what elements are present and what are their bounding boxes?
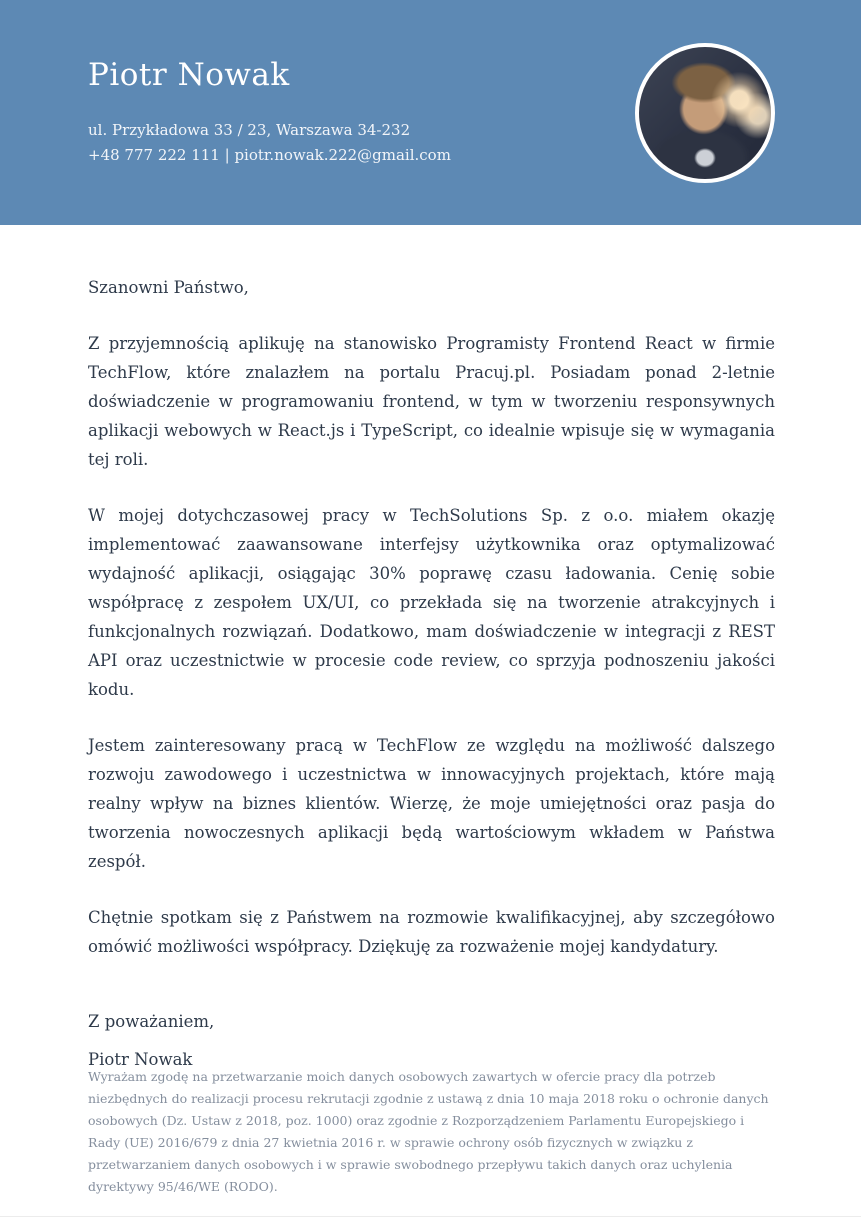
candidate-name: Piotr Nowak <box>88 57 290 93</box>
address-line: ul. Przykładowa 33 / 23, Warszawa 34-232 <box>88 121 411 139</box>
profile-photo <box>635 43 775 183</box>
closing: Z poważaniem, <box>88 1012 215 1031</box>
rodo-consent: Wyrażam zgodę na przetwarzanie moich danych osobowych zawartych w ofercie pracy dla potrzeb niezbędnych do realizacji procesu rekrutacji zgodnie z ustawą z dnia 10 maja 2018 roku o ochronie danych osobowych (Dz. Ustaw z 2018, poz. 1000) oraz zgodnie z Rozporządzeniem Parlamentu Europejskiego i Rady (UE) 2016/679 z dnia 27 kwietnia 2016 r. w sprawie ochrony osób fizycznych w związku z przetwarzaniem danych osobowych i w sprawie swobodnego przepływu takich danych oraz uchylenia dyrektywy 95/46/WE (RODO). <box>88 1069 769 1194</box>
paragraph-motivation: Jestem zainteresowany pracą w TechFlow ze względu na możliwość dalszego rozwoju zawodowego i uczestnictwa w innowacyjnych projektach, które mają realny wpływ na biznes klientów. Wierzę, że moje umiejętności oraz pasja do tworzenia nowoczesnych aplikacji będą wartościowym wkładem w Państwa zespół. <box>88 736 775 871</box>
page-bottom-border <box>0 1216 861 1217</box>
paragraph-outro: Chętnie spotkam się z Państwem na rozmowie kwalifikacyjnej, aby szczegółowo omówić możliwości współpracy. Dziękuję za rozważenie mojej kandydatury. <box>88 908 775 956</box>
signature-name: Piotr Nowak <box>88 1050 193 1069</box>
paragraph-intro: Z przyjemnością aplikuję na stanowisko Programisty Frontend React w firmie TechFlow, które znalazłem na portalu Pracuj.pl. Posiadam ponad 2-letnie doświadczenie w programowaniu frontend, w tym w tworzeniu responsywnych aplikacji webowych w React.js i TypeScript, co idealnie wpisuje się w wymagania tej roli. <box>88 334 775 469</box>
letter-body <box>0 225 861 1074</box>
header <box>0 0 861 225</box>
contact-line: +48 777 222 111 | piotr.nowak.222@gmail.com <box>88 146 451 164</box>
greeting: Szanowni Państwo, <box>88 278 249 297</box>
paragraph-experience: W mojej dotychczasowej pracy w TechSolutions Sp. z o.o. miałem okazję implementować zaawansowane interfejsy użytkownika oraz optymalizować wydajność aplikacji, osiągając 30% poprawę czasu ładowania. Cenię sobie współpracę z zespołem UX/UI, co przekłada się na tworzenie atrakcyjnych i funkcjonalnych rozwiązań. Dodatkowo, mam doświadczenie w integracji z REST API oraz uczestnictwie w procesie code review, co sprzyja podnoszeniu jakości kodu. <box>88 506 775 699</box>
